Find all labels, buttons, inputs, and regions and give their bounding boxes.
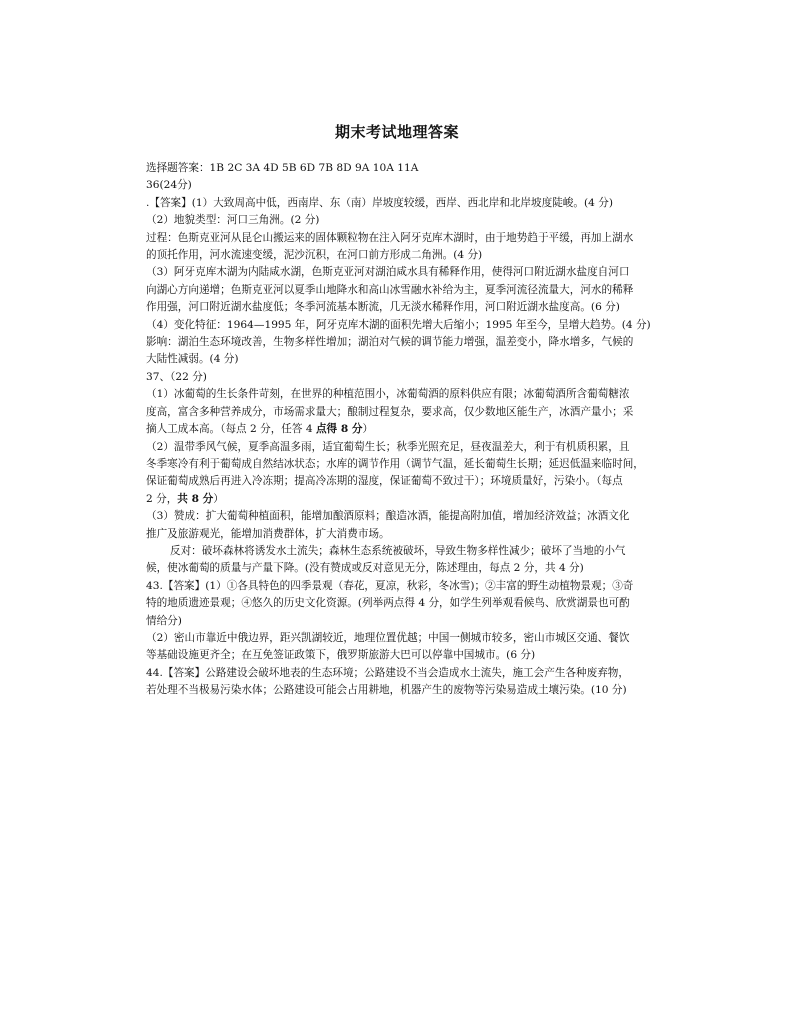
text-line: （4）变化特征：1964—1995 年，阿牙克库木湖的面积先增大后缩小；1995 年至今，呈增大趋势。(4 分) (146, 318, 651, 331)
text-line: 44.【答案】公路建设会破坏地表的生态环境；公路建设不当会造成水土流失，施工会产生各种废弃物， (146, 666, 629, 679)
text-line: 的顶托作用，河水流速变缓，泥沙沉积，在河口前方形成二角洲。(4 分) (146, 249, 483, 262)
answer-body (146, 160, 660, 700)
text-line: 大陆性减弱。(4 分) (146, 353, 239, 366)
text-line: 特的地质遗迹景观；④悠久的历史文化资源。(列举两点得 4 分，如学生列举观看候鸟、欣赏湖景也可酌 (146, 597, 630, 610)
text-line: 情给分) (146, 614, 182, 627)
text-line: 推广及旅游观光，能增加消费群体，扩大消费市场。 (146, 527, 390, 540)
text-line: （3）赞成：扩大葡萄种植面积，能增加酿酒原料；酿造冰酒，能提高附加值，增加经济效益；冰酒文化 (146, 510, 630, 523)
text-line: （2）温带季风气候，夏季高温多雨，适宜葡萄生长；秋季光照充足，昼夜温差大，利于有机质积累，且 (146, 440, 630, 453)
text-line: 选择题答案：1B 2C 3A 4D 5B 6D 7B 8D 9A 10A 11A (146, 162, 419, 174)
text-line: （2）地貌类型：河口三角洲。(2 分) (146, 214, 320, 227)
text-line: 冬季寒冷有利于葡萄成自然结冰状态；水库的调节作用（调节气温，延长葡萄生长期；延迟低温来临时间， (146, 457, 644, 470)
text-line: 过程：色斯克亚河从昆仑山搬运来的固体颗粒物在注入阿牙克库木湖时，由于地势趋于平缓，再加上湖水 (146, 231, 634, 244)
bold-score-text: 共 8 分 (177, 492, 214, 505)
document-title: 期末考试地理答案 (334, 123, 459, 141)
text-line: 保证葡萄成熟后再进入冷冻期；提高冷冻期的湿度，保证葡萄不致过干）；环境质量好，污染小。（每点 (146, 475, 623, 488)
text-line: （1）冰葡萄的生长条件苛刻，在世界的种植范围小，冰葡萄酒的原料供应有限；冰葡萄酒所含葡萄糖浓 (146, 388, 630, 401)
text-line: （2）密山市靠近中俄边界，距兴凯湖较近，地理位置优越；中国一侧城市较多，密山市城区交通、餐饮 (146, 631, 630, 644)
text-line: 作用强，河口附近湖水盐度低；冬季河流基本断流，几无淡水稀释作用，河口附近湖水盐度高。(6 分) (146, 301, 620, 314)
text-line: 36(24分) (146, 179, 192, 192)
text-line: 度高，富含多种营养成分，市场需求量大；酿制过程复杂，要求高，仅少数地区能生产，冰酒产量小；采 (146, 405, 634, 418)
text-line: 反对：破坏森林将诱发水土流失；森林生态系统被破坏，导致生物多样性减少；破坏了当地的小气 (170, 544, 626, 557)
text-line: 影响：湖泊生态环境改善，生物多样性增加；湖泊对气候的调节能力增强，温差变小，降水增多，气候的 (146, 336, 634, 349)
text-line: 候，使冰葡萄的质量与产量下降。(没有赞成或反对意见无分，陈述理由，每点 2 分，共 4 分) (146, 562, 584, 575)
text-line: （3）阿牙克库木湖为内陆咸水湖，色斯克亚河对湖泊咸水具有稀释作用，使得河口附近湖水盐度自河口 (146, 266, 630, 279)
text-line: 2 分，共 8 分） (146, 492, 224, 505)
bold-score-text: 点得 8 分 (315, 423, 363, 436)
text-line: 37、（22 分) (146, 370, 207, 383)
text-line: 若处理不当极易污染水体；公路建设可能会占用耕地，机器产生的废物等污染易造成土壤污染。(10 分) (146, 684, 627, 697)
text-line: 43.【答案】(1）①各具特色的四季景观（春花，夏凉，秋彩，冬冰雪)；②丰富的野生动植物景观；③奇 (146, 579, 634, 592)
text-line: 摘人工成本高。（每点 2 分，任答 4 点得 8 分） (146, 423, 374, 436)
text-line: 等基础设施更齐全；在互免签证政策下，俄罗斯旅游大巴可以停靠中国城市。(6 分) (146, 649, 536, 662)
text-line: .【答案】(1）大致周高中低，西南岸、东（南）岸坡度较缓，西岸、西北岸和北岸坡度陡峻。(4 分) (146, 196, 613, 209)
text-line: 向湖心方向递增；色斯克亚河以夏季山地降水和高山冰雪融水补给为主，夏季河流径流量大，河水的稀释 (146, 283, 634, 296)
